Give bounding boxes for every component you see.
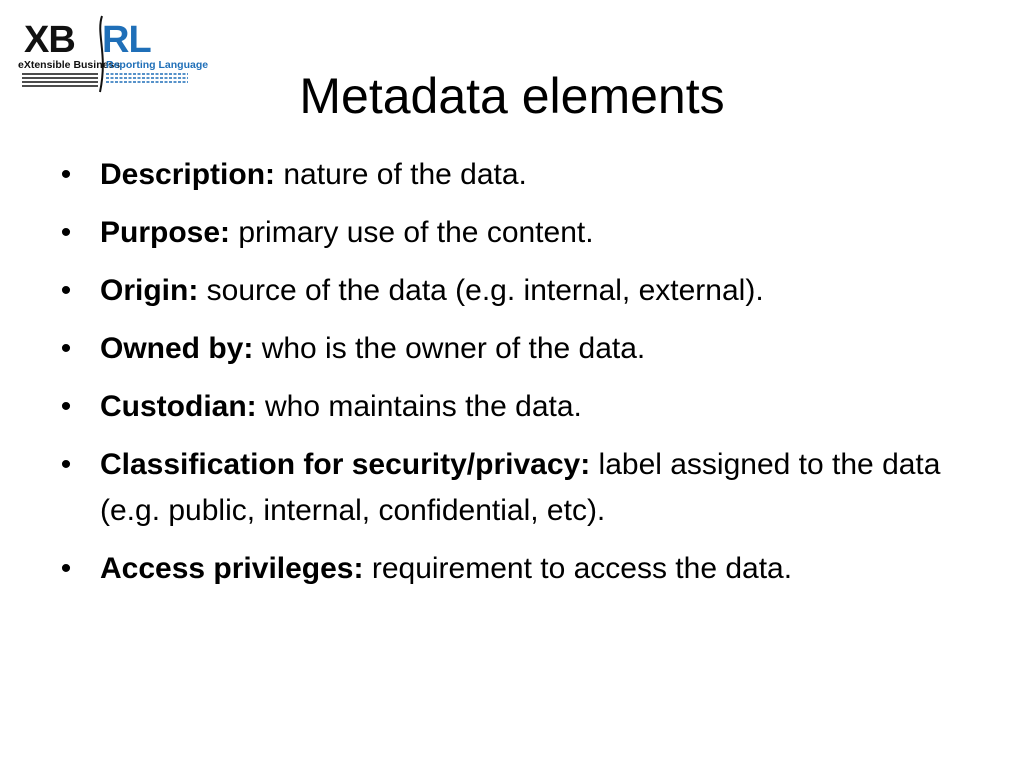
bullet-term: Description: [100,158,276,191]
bullet-item-origin [56,268,956,314]
bullet-marker: • [60,448,72,481]
bullet-item-owned-by [56,326,956,372]
bullet-item-access-privileges [56,546,956,592]
svg-text:XB: XB [24,19,75,61]
bullet-term: Origin: [100,274,199,307]
svg-text:RL: RL [102,19,151,61]
bullet-marker: • [60,390,72,423]
svg-text:eXtensible Business: eXtensible Business [18,59,121,71]
bullet-term: Purpose: [100,216,231,249]
bullet-marker: • [60,216,72,249]
bullet-text: nature of the data. [283,158,527,191]
bullet-item-classification [56,442,956,534]
bullet-marker: • [60,552,72,585]
bullet-text: requirement to access the data. [371,552,793,585]
bullet-term: Access privileges: [100,552,364,585]
bullet-marker: • [60,332,72,365]
slide-title: Metadata elements [299,68,725,124]
svg-text:Reporting Language: Reporting Language [106,59,209,71]
bullet-term: Custodian: [100,390,257,423]
bullet-text: label assigned to the data (e.g. public, internal, confidential, etc). [100,448,941,527]
bullet-text: source of the data (e.g. internal, external). [206,274,764,307]
bullet-item-custodian [56,384,956,430]
bullet-term: Owned by: [100,332,254,365]
bullet-item-purpose [56,210,956,256]
bullet-list [56,152,956,604]
bullet-text: who is the owner of the data. [261,332,646,365]
bullet-item-description [56,152,956,198]
bullet-marker: • [60,274,72,307]
bullet-text: who maintains the data. [265,390,582,423]
bullet-marker: • [60,158,72,191]
bullet-term: Classification for security/privacy: [100,448,591,481]
bullet-text: primary use of the content. [238,216,594,249]
